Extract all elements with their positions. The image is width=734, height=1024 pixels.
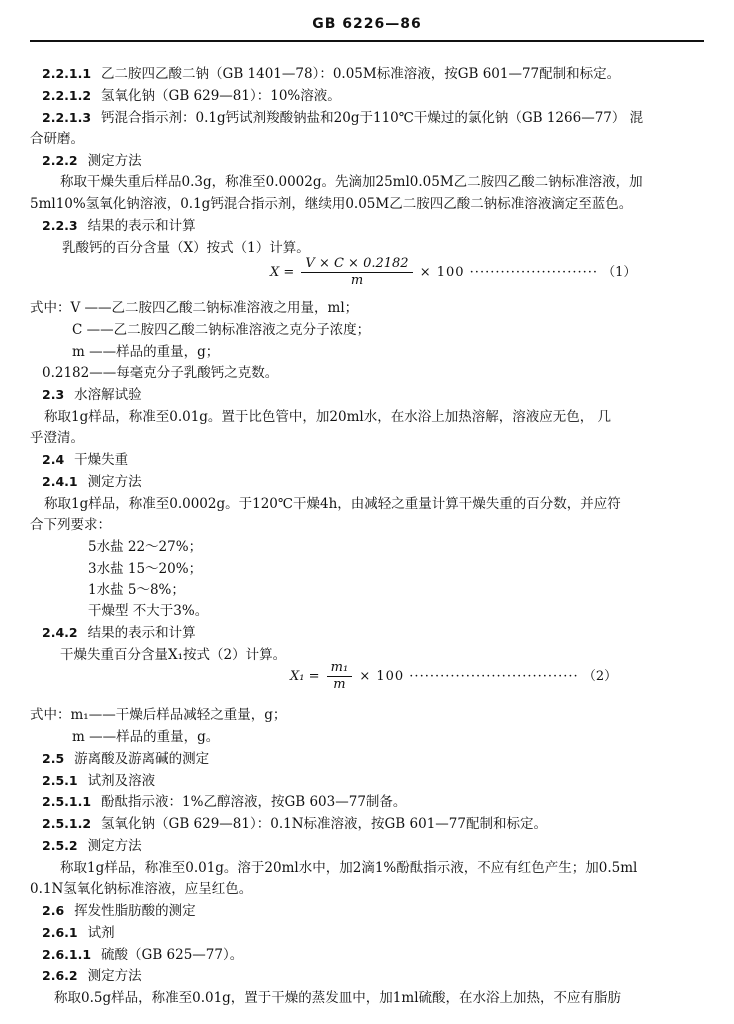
line-text: 0.1N氢氧化钠标准溶液，应呈红色。: [30, 881, 253, 897]
line-text: 称取1g样品，称准至0.0002g。于120℃干燥4h，由减轻之重量计算干燥失重的百分数，并应符: [44, 496, 621, 512]
line-text: 式中：V ——乙二胺四乙酸二钠标准溶液之用量，ml；: [30, 300, 359, 316]
line-text: 称取干燥失重后样品0.3g，称准至0.0002g。先滴加25ml0.05M乙二胺四乙酸二钠标准溶液，加: [60, 174, 643, 190]
text-line: [60, 645, 286, 665]
formula-1: [270, 256, 636, 289]
line-text: 结果的表示和计算: [87, 218, 196, 234]
line-text: 式中：m₁——干燥后样品减轻之重量，g；: [30, 707, 287, 723]
formula-2-lhs: X₁ =: [290, 669, 320, 684]
text-line: [54, 988, 621, 1008]
line-text: 称取0.5g样品，称准至0.01g，置于干燥的蒸发皿中，加1ml硫酸，在水浴上加热，不应有脂肪: [54, 990, 622, 1006]
section-number: 2.2.1.1: [42, 66, 92, 81]
text-line: [62, 238, 310, 258]
line-text: 乎澄清。: [30, 430, 84, 446]
text-line: [30, 194, 632, 214]
formula-1-lhs: X =: [270, 265, 295, 280]
formula-1-denominator: m: [350, 273, 364, 288]
line-text: 测定方法: [87, 838, 142, 854]
section-line: [42, 472, 142, 492]
formula-2-fraction: [327, 660, 353, 693]
section-line: [42, 86, 341, 106]
formula-2-label: （2）: [582, 669, 618, 684]
section-line: [42, 450, 128, 470]
line-text: 干燥型 不大于3%。: [88, 603, 209, 619]
line-text: 0.2182——每毫克分子乳酸钙之克数。: [42, 365, 279, 381]
line-text: 试剂: [87, 925, 115, 941]
line-text: 游离酸及游离碱的测定: [74, 751, 210, 767]
line-text: 5水盐 22～27%；: [88, 539, 203, 555]
section-number: 2.5.1.2: [42, 816, 92, 831]
text-line: [44, 494, 621, 514]
line-text: 称取1g样品，称准至0.01g。置于比色管中，加20ml水，在水浴上加热溶解，溶液应无色， 几: [44, 409, 612, 425]
text-line: [30, 879, 252, 899]
line-text: 测定方法: [87, 968, 142, 984]
section-number: 2.3: [42, 387, 65, 402]
section-number: 2.6: [42, 903, 65, 918]
line-text: 5ml10%氢氧化钠溶液，0.1g钙混合指示剂，继续用0.05M乙二胺四乙酸二钠标准溶液滴定至蓝色。: [30, 196, 633, 212]
line-text: 硫酸（GB 625—77）。: [101, 947, 244, 963]
section-line: [42, 901, 196, 921]
line-text: 水溶解试验: [74, 387, 142, 403]
formula-1-label: （1）: [602, 265, 637, 280]
formula-1-numerator: V × C × 0.2182: [301, 256, 412, 273]
line-text: 试剂及溶液: [87, 773, 156, 789]
section-line: [42, 623, 196, 643]
line-text: C ——乙二胺四乙酸二钠标准溶液之克分子浓度；: [72, 322, 371, 338]
section-number: 2.5: [42, 751, 65, 766]
section-line: [42, 945, 243, 965]
section-number: 2.6.2: [42, 968, 78, 983]
section-number: 2.6.1.1: [42, 947, 92, 962]
header-rule: [30, 40, 704, 42]
line-text: 合下列要求：: [30, 517, 111, 533]
page-header: GB 6226—86: [312, 16, 422, 32]
section-number: 2.4.2: [42, 625, 78, 640]
line-text: 钙混合指示剂：0.1g钙试剂羧酸钠盐和20g于110℃干燥过的氯化钠（GB 1266—77） 混: [101, 110, 644, 126]
text-line: [72, 727, 219, 747]
line-text: 酚酞指示液：1%乙醇溶液，按GB 603—77制备。: [101, 794, 407, 810]
line-text: 挥发性脂肪酸的测定: [74, 903, 196, 919]
text-line: [88, 601, 208, 621]
line-text: 干燥失重百分含量X₁按式（2）计算。: [60, 647, 287, 663]
line-text: 3水盐 15～20%；: [88, 561, 203, 577]
line-text: m ——样品的重量，g。: [72, 729, 220, 745]
section-line: [42, 771, 155, 791]
text-line: [72, 320, 370, 340]
section-number: 2.4: [42, 452, 65, 467]
section-number: 2.4.1: [42, 474, 78, 489]
line-text: 氢氧化钠（GB 629—81）：10%溶液。: [101, 88, 341, 104]
line-text: 测定方法: [87, 153, 142, 169]
text-line: [30, 515, 111, 535]
line-text: 合研磨。: [30, 131, 84, 147]
text-line: [30, 705, 286, 725]
formula-2-tail: × 100 ·································: [359, 669, 579, 684]
section-number: 2.5.2: [42, 838, 78, 853]
section-line: [42, 836, 142, 856]
section-number: 2.2.3: [42, 218, 78, 233]
line-text: 乙二胺四乙酸二钠（GB 1401—78）：0.05M标准溶液，按GB 601—77配制和标定。: [101, 66, 621, 82]
section-line: [42, 966, 142, 986]
section-number: 2.2.2: [42, 153, 78, 168]
text-line: [72, 342, 219, 362]
formula-2: [290, 660, 617, 693]
text-line: [30, 298, 358, 318]
line-text: 干燥失重: [74, 452, 129, 468]
text-line: [44, 407, 611, 427]
section-number: 2.6.1: [42, 925, 78, 940]
line-text: m ——样品的重量，g；: [72, 344, 220, 360]
line-text: 氢氧化钠（GB 629—81）：0.1N标准溶液，按GB 601—77配制和标定。: [101, 816, 547, 832]
text-line: [88, 559, 202, 579]
section-line: [42, 108, 643, 128]
text-line: [42, 363, 278, 383]
line-text: 乳酸钙的百分含量（X）按式（1）计算。: [62, 240, 310, 256]
section-line: [42, 64, 620, 84]
section-line: [42, 749, 209, 769]
section-number: 2.2.1.3: [42, 110, 92, 125]
section-number: 2.5.1.1: [42, 794, 92, 809]
line-text: 结果的表示和计算: [87, 625, 196, 641]
text-line: [30, 428, 84, 448]
section-line: [42, 814, 547, 834]
section-line: [42, 385, 142, 405]
line-text: 称取1g样品，称准至0.01g。溶于20ml水中，加2滴1%酚酞指示液，不应有红色产生；加0.5ml: [60, 860, 638, 876]
formula-1-fraction: [301, 256, 412, 289]
line-text: 1水盐 5～8%；: [88, 582, 185, 598]
text-line: [88, 537, 202, 557]
section-number: 2.2.1.2: [42, 88, 92, 103]
text-line: [88, 580, 185, 600]
text-line: [30, 129, 84, 149]
section-line: [42, 216, 196, 236]
line-text: 测定方法: [87, 474, 142, 490]
formula-2-denominator: m: [333, 677, 346, 692]
text-line: [60, 858, 637, 878]
text-line: [60, 172, 643, 192]
formula-1-tail: × 100 ·························: [419, 265, 598, 280]
section-line: [42, 151, 142, 171]
section-number: 2.5.1: [42, 773, 78, 788]
section-line: [42, 923, 115, 943]
formula-2-numerator: m₁: [327, 660, 353, 677]
section-line: [42, 792, 406, 812]
